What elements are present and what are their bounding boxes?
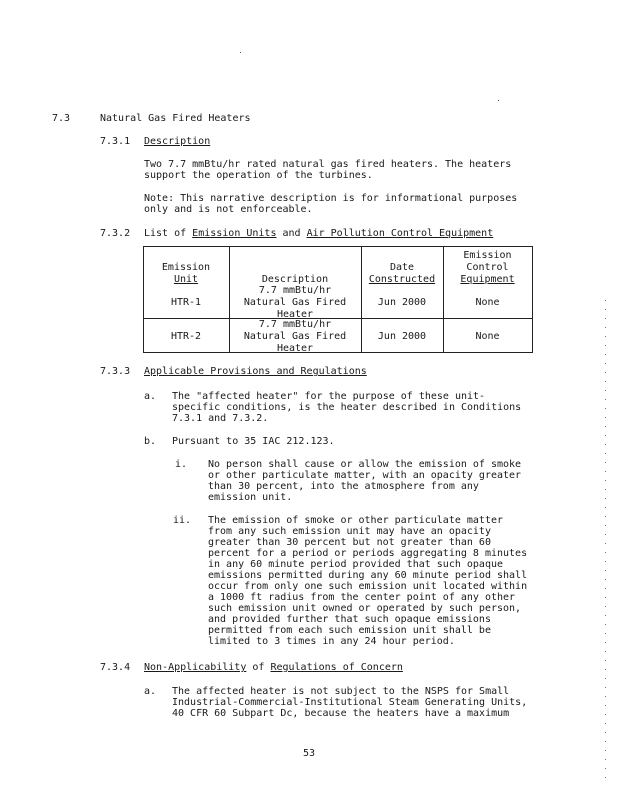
item-label: a. <box>144 686 157 697</box>
subitem-text: emission unit. <box>208 492 293 503</box>
scan-edge-artifact <box>605 300 606 780</box>
table-cell-date: Jun 2000 <box>377 331 427 342</box>
item-label: b. <box>144 436 157 447</box>
subsection-number: 7.3.3 <box>100 366 131 377</box>
item-text: specific conditions, is the heater described in Conditions <box>172 402 522 413</box>
header-description: Description <box>261 274 329 285</box>
table-cell-description: 7.7 mmBtu/hr Natural Gas Fired Heater <box>243 285 347 320</box>
subitem-text: emissions permitted during any 60 minute period shall <box>208 570 528 581</box>
subitem-label: i. <box>175 459 188 470</box>
table-cell-control: None <box>475 297 500 308</box>
title-part: Emission Units <box>192 228 277 239</box>
subitem-text: in any 60 minute period provided that such opaque <box>208 559 504 570</box>
subitem-text: from any such emission unit may have an opacity <box>208 526 491 537</box>
subsection-number: 7.3.1 <box>100 136 131 147</box>
subitem-text: occur from only one such emission unit located within <box>208 581 528 592</box>
description-line: support the operation of the turbines. <box>144 170 373 181</box>
title-part: Air Pollution Control Equipment <box>306 228 494 239</box>
subitem-text: or other particulate matter, with an opacity greater <box>208 470 522 481</box>
subsection-title <box>144 662 403 674</box>
subitem-label: ii. <box>173 515 192 526</box>
item-text: The "affected heater" for the purpose of these unit- <box>172 391 486 402</box>
subsection-title <box>144 228 493 240</box>
title-part: of <box>246 662 271 673</box>
subitem-text: greater than 30 percent but not greater than 60 <box>208 537 491 548</box>
subitem-text: The emission of smoke or other particulate matter <box>208 515 504 526</box>
subsection-number: 7.3.2 <box>100 228 131 239</box>
section-number: 7.3 <box>52 113 71 124</box>
header-date-constructed: Date Constructed <box>368 262 436 285</box>
section-title: Natural Gas Fired Heaters <box>100 113 251 124</box>
subitem-text: percent for a period or periods aggregating 8 minutes <box>208 548 528 559</box>
title-part: and <box>276 228 307 239</box>
subitem-text: limited to 3 times in any 24 hour period. <box>208 636 455 647</box>
item-text: 7.3.1 and 7.3.2. <box>172 413 269 424</box>
subitem-text: a 1000 ft radius from the center point of any other <box>208 592 516 603</box>
scan-speck <box>498 100 499 101</box>
note-line: only and is not enforceable. <box>144 204 313 215</box>
emission-units-table <box>143 246 533 353</box>
header-emission-unit: Emission Unit <box>161 262 211 285</box>
title-part: Non-Applicability <box>144 662 247 673</box>
table-cell-description: 7.7 mmBtu/hr Natural Gas Fired Heater <box>243 319 347 354</box>
subitem-text: and provided further that such opaque emissions <box>208 614 491 625</box>
subsection-title: Applicable Provisions and Regulations <box>144 366 367 377</box>
note-line: Note: This narrative description is for informational purposes <box>144 193 518 204</box>
item-text: 40 CFR 60 Subpart Dc, because the heaters have a maximum <box>172 708 510 719</box>
table-cell-control: None <box>475 331 500 342</box>
description-line: Two 7.7 mmBtu/hr rated natural gas fired heaters. The heaters <box>144 159 512 170</box>
title-part: Regulations of Concern <box>270 662 403 673</box>
subitem-text: No person shall cause or allow the emission of smoke <box>208 459 522 470</box>
subitem-text: than 30 percent, into the atmosphere from any <box>208 481 479 492</box>
item-text: The affected heater is not subject to the NSPS for Small <box>172 686 510 697</box>
item-label: a. <box>144 391 157 402</box>
item-text: Pursuant to 35 IAC 212.123. <box>172 436 335 447</box>
subsection-title: Description <box>144 136 211 147</box>
item-text: Industrial-Commercial-Institutional Steam Generating Units, <box>172 697 528 708</box>
table-cell-unit: HTR-1 <box>170 297 202 308</box>
table-cell-date: Jun 2000 <box>377 297 427 308</box>
scan-speck <box>240 52 241 53</box>
subsection-number: 7.3.4 <box>100 662 131 673</box>
subitem-text: such emission unit owned or operated by such person, <box>208 603 522 614</box>
title-part: List of <box>144 228 193 239</box>
subitem-text: permitted from each such emission unit shall be <box>208 625 491 636</box>
page-number: 53 <box>303 748 316 759</box>
table-cell-unit: HTR-2 <box>170 331 202 342</box>
header-control-equipment: Emission Control Equipment <box>460 250 515 285</box>
